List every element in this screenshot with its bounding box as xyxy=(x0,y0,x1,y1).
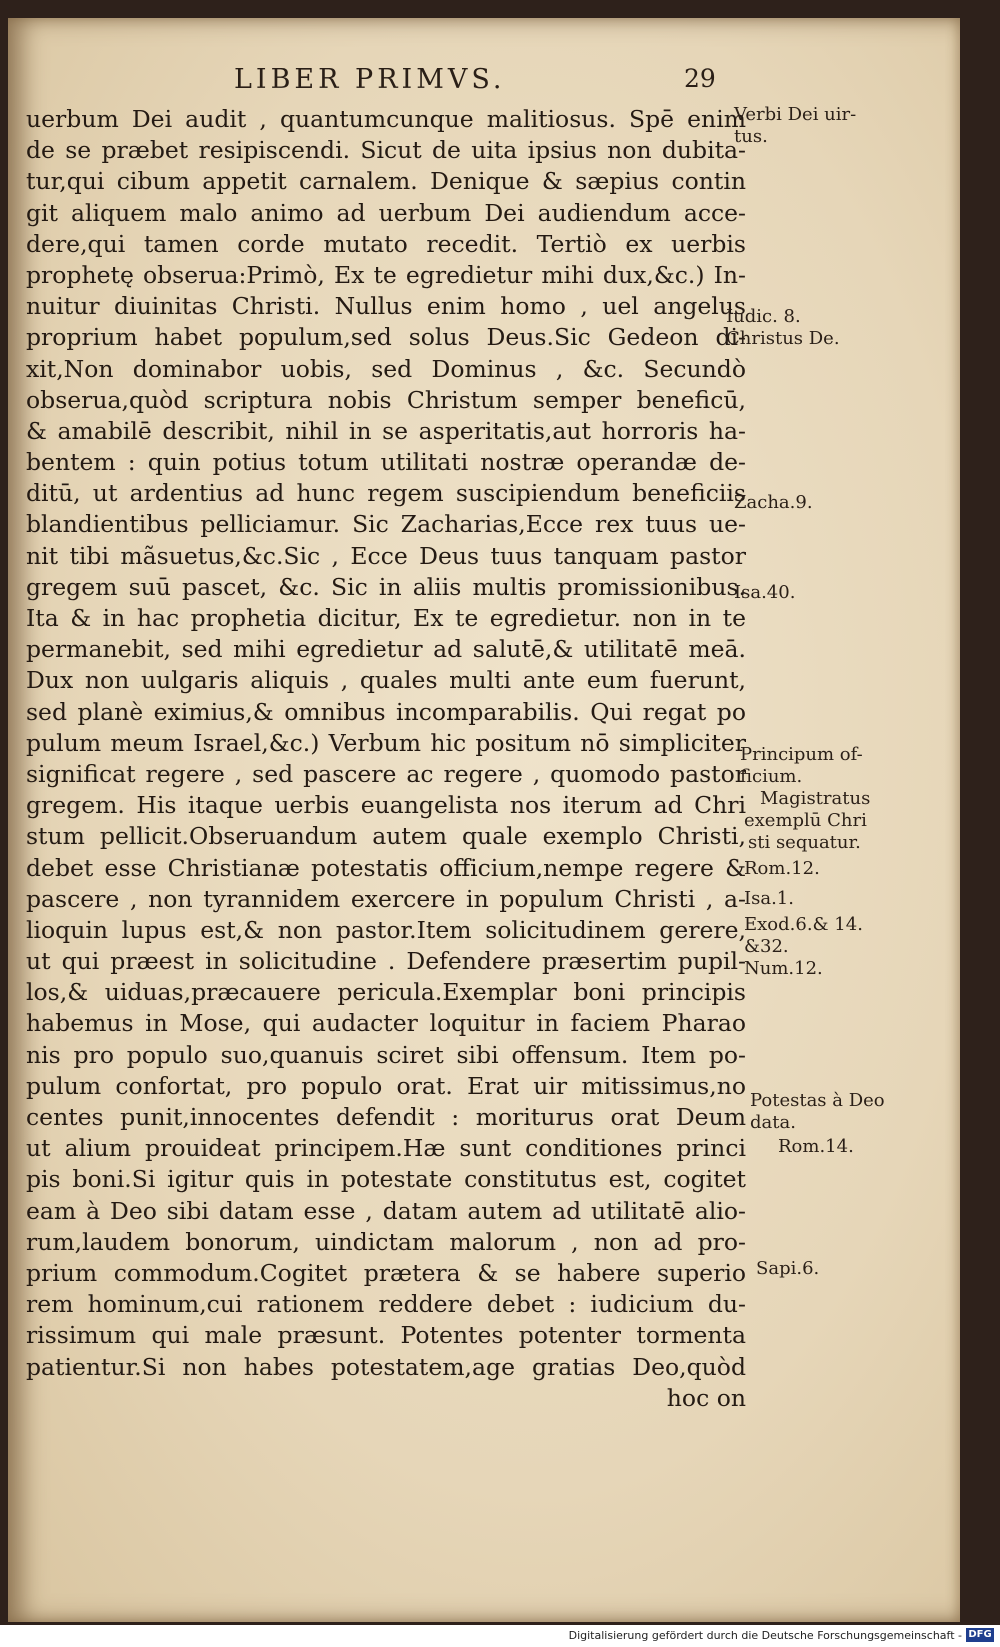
margin-note: ficium. xyxy=(740,766,803,787)
page-header xyxy=(8,64,960,104)
text-line: nuitur diuinitas Christi. Nullus enim homo , uel angelus xyxy=(26,292,746,321)
body-text xyxy=(26,104,746,1414)
text-line: & amabilē describit, nihil in se asperitatis,aut horroris ha- xyxy=(26,416,746,445)
text-line: habemus in Mose, qui audacter loquitur in faciem Pharao xyxy=(26,1009,746,1038)
margin-note: Iudic. 8. xyxy=(726,306,801,327)
text-line: stum pellicit.Obseruandum autem quale exemplo Christi, xyxy=(26,822,746,851)
dfg-logo: DFG xyxy=(966,1628,994,1642)
text-line: rissimum qui male præsunt. Potentes potenter tormenta xyxy=(26,1321,746,1350)
text-line: eam à Deo sibi datam esse , datam autem ad utilitatē alio- xyxy=(26,1196,746,1225)
text-line: blandientibus pelliciamur. Sic Zacharias,Ecce rex tuus ue- xyxy=(26,510,746,539)
text-line: bentem : quin potius totum utilitati nostræ operandæ de- xyxy=(26,448,746,477)
margin-note: Principum of- xyxy=(740,744,863,765)
text-line: ut alium prouideat principem.Hæ sunt conditiones princi xyxy=(26,1134,746,1163)
margin-note: Isa.1. xyxy=(744,888,794,909)
text-line: pascere , non tyrannidem exercere in populum Christi , a- xyxy=(26,884,746,913)
text-line: nit tibi mãsuetus,&c.Sic , Ecce Deus tuus tanquam pastor xyxy=(26,541,746,570)
book-page xyxy=(8,18,960,1622)
margin-note: Magistratus xyxy=(760,788,871,809)
text-line: gregem. His itaque uerbis euangelista nos iterum ad Chri xyxy=(26,791,746,820)
text-line: prium commodum.Cogitet prætera & se habere superio xyxy=(26,1258,746,1287)
text-line: pulum meum Israel,&c.) Verbum hic positum nō simpliciter xyxy=(26,728,746,757)
margin-note: Potestas à Deo xyxy=(750,1090,885,1111)
text-line: uerbum Dei audit , quantumcunque malitiosus. Spē enim xyxy=(26,105,746,133)
text-line: los,& uiduas,præcauere pericula.Exemplar boni principis xyxy=(26,978,746,1007)
text-line: significat regere , sed pascere ac regere , quomodo pastor xyxy=(26,759,746,788)
margin-note: Isa.40. xyxy=(734,582,796,603)
text-line: tur,qui cibum appetit carnalem. Denique & sæpius contin xyxy=(26,167,746,196)
text-line: proprium habet populum,sed solus Deus.Sic Gedeon di- xyxy=(26,323,746,352)
margin-note: Exod.6.& 14. xyxy=(744,914,863,935)
text-line: Ita & in hac prophetia dicitur, Ex te egredietur. non in te xyxy=(26,604,746,632)
margin-note: data. xyxy=(750,1112,796,1133)
text-line: debet esse Christianæ potestatis officium,nempe regere & xyxy=(26,853,746,882)
catchword: hoc on xyxy=(666,1383,746,1412)
text-line: rem hominum,cui rationem reddere debet : iudicium du- xyxy=(26,1290,746,1319)
text-line: sed planè eximius,& omnibus incomparabilis. Qui regat po xyxy=(26,697,746,726)
text-line: ditū, ut ardentius ad hunc regem suscipiendum beneficiis xyxy=(26,479,746,508)
page-number: 29 xyxy=(684,64,716,93)
margin-note: sti sequatur. xyxy=(748,832,861,853)
margin-note: Zacha.9. xyxy=(734,492,813,513)
text-line: obserua,quòd scriptura nobis Christum semper beneficū, xyxy=(26,385,746,414)
text-line: gregem suū pascet, &c. Sic in aliis multis promissionibus. xyxy=(26,572,746,601)
text-line: ut qui præest in solicitudine . Defendere præsertim pupil- xyxy=(26,947,746,976)
margin-note: Christus De. xyxy=(726,328,840,349)
text-line: centes punit,innocentes defendit : moriturus orat Deum xyxy=(26,1103,746,1131)
running-title: LIBER PRIMVS. xyxy=(234,64,506,95)
margin-note: Rom.14. xyxy=(778,1136,854,1157)
margin-note: Verbi Dei uir- xyxy=(734,104,857,125)
text-line: permanebit, sed mihi egredietur ad salutē,& utilitatē meā. xyxy=(26,635,746,664)
margin-note: &32. xyxy=(744,936,789,957)
text-line: xit,Non dominabor uobis, sed Dominus , &c. Secundò xyxy=(26,354,746,383)
text-line: nis pro populo suo,quanuis sciret sibi offensum. Item po- xyxy=(26,1040,746,1069)
text-line: patientur.Si non habes potestatem,age gratias Deo,quòd xyxy=(26,1352,746,1381)
margin-note: Rom.12. xyxy=(744,858,820,879)
text-line: git aliquem malo animo ad uerbum Dei audiendum acce- xyxy=(26,198,746,227)
text-line: pulum confortat, pro populo orat. Erat uir mitissimus,no xyxy=(26,1071,746,1100)
footer-bar xyxy=(0,1625,1000,1647)
margin-note: exemplū Chri xyxy=(744,810,867,831)
text-line: Dux non uulgaris aliquis , quales multi ante eum fuerunt, xyxy=(26,666,746,695)
text-line: prophetę obserua:Primò, Ex te egredietur mihi dux,&c.) In- xyxy=(26,260,746,289)
margin-note: Num.12. xyxy=(744,958,823,979)
text-line: lioquin lupus est,& non pastor.Item solicitudinem gerere, xyxy=(26,915,746,944)
text-line: dere,qui tamen corde mutato recedit. Tertiò ex uerbis xyxy=(26,229,746,258)
text-line: de se præbet resipiscendi. Sicut de uita ipsius non dubita- xyxy=(26,136,746,165)
margin-note: Sapi.6. xyxy=(756,1258,820,1279)
text-line: rum,laudem bonorum, uindictam malorum , non ad pro- xyxy=(26,1227,746,1256)
text-line: pis boni.Si igitur quis in potestate constitutus est, cogitet xyxy=(26,1165,746,1194)
digitization-credit: Digitalisierung gefördert durch die Deutsche Forschungsgemeinschaft - xyxy=(568,1629,962,1642)
margin-note: tus. xyxy=(734,126,768,147)
